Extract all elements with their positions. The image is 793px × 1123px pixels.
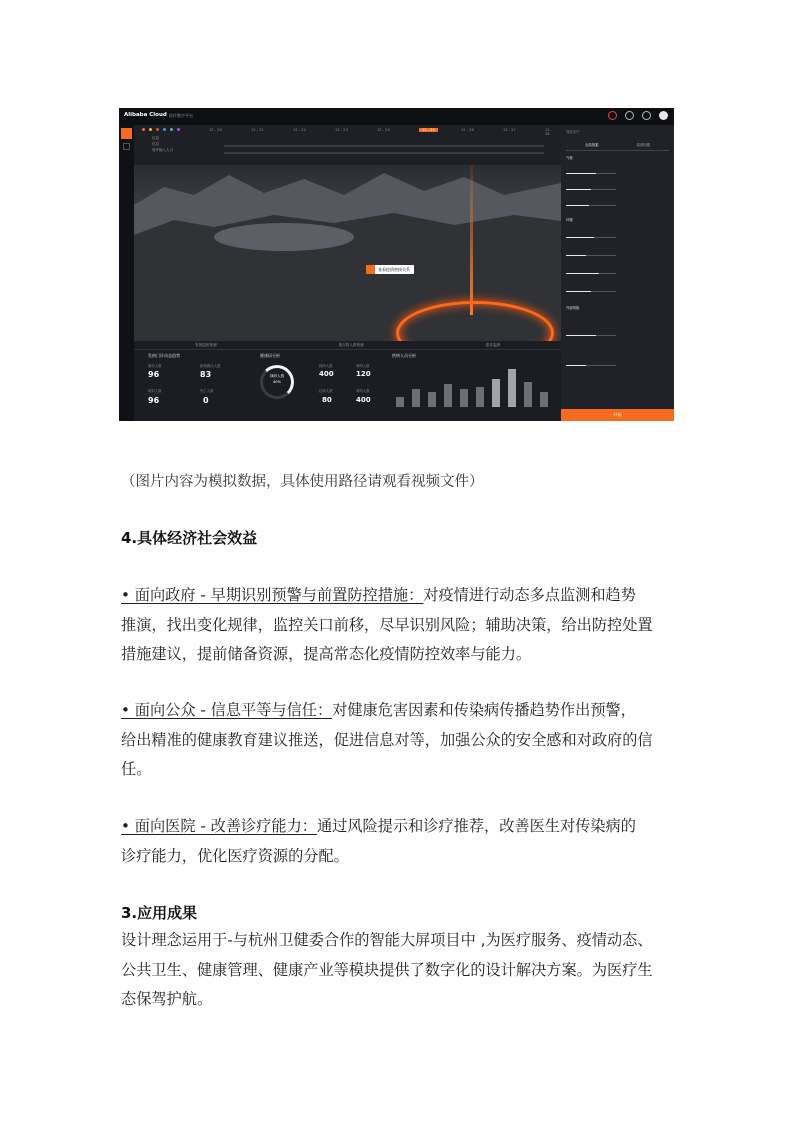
gauge-text: [260, 373, 294, 385]
nav-grid-icon[interactable]: [123, 143, 130, 150]
timeline-tick[interactable]: 12 - 21: [251, 128, 264, 132]
stat-value: 96: [148, 370, 160, 379]
section-weather: 气象: [566, 156, 573, 160]
stat-value: 120: [356, 370, 371, 378]
timeline-row: 境外输入人口: [152, 148, 173, 152]
top-bar: [119, 108, 674, 125]
item-text: 推演，找出变化规律，监控关口前移，尽早识别风险；辅助决策，给出防控处置: [121, 615, 653, 634]
timeline-tick[interactable]: 12 - 24: [377, 128, 390, 132]
filter-panel: [561, 125, 674, 421]
slider[interactable]: [566, 237, 616, 238]
legend-dot: [156, 128, 159, 131]
section-external-risk: 外部风险: [566, 306, 580, 310]
location-icon: [366, 265, 375, 274]
slider[interactable]: [566, 335, 616, 336]
item-text: 对健康危害因素和传染病传播趋势作出预警，: [332, 701, 636, 719]
tab-global[interactable]: 全局因素: [584, 143, 599, 147]
section-heading: 3.应用成果: [121, 904, 198, 922]
item-text: 通过风险提示和诊疗推荐，改善医生对传染病的: [316, 817, 636, 835]
callout-text: 查看疫情密接关系: [378, 267, 410, 272]
tab-trend[interactable]: 发展趋势预测: [194, 343, 217, 347]
alert-icon[interactable]: [608, 111, 617, 120]
tab-local[interactable]: 局部因素: [636, 143, 651, 147]
item-text: 态保驾护航。: [121, 990, 213, 1008]
slider[interactable]: [566, 205, 616, 206]
item-lead: • 面向公众 - 信息平等与信任：: [121, 701, 333, 719]
timeline-tick[interactable]: 12 - 20: [209, 128, 222, 132]
gauge-label: 绿码人数: [269, 374, 285, 378]
timeline-tick[interactable]: 12 - 22: [293, 128, 306, 132]
section-heading: 4.具体经济社会效益: [121, 529, 258, 547]
timeline-tick[interactable]: 12 - 27: [503, 128, 516, 132]
timeline-tick[interactable]: 12 - 25: [419, 128, 438, 132]
stat-label: 疑似人数: [148, 389, 162, 393]
bar: [444, 384, 452, 407]
bar: [476, 387, 484, 407]
stat-label: 就诊人数: [148, 364, 162, 368]
slider[interactable]: [566, 189, 616, 190]
section-environment: 环境: [566, 218, 573, 222]
stat-value: 400: [356, 396, 371, 404]
left-nav: [119, 125, 134, 421]
paragraph-results: [121, 926, 681, 1015]
callout-label[interactable]: [366, 265, 414, 274]
panel-title: 健康码分析: [260, 353, 280, 358]
legend-dot: [149, 128, 152, 131]
avatar[interactable]: [659, 111, 668, 120]
gauge-value: 40%: [273, 380, 281, 384]
stat-label: 黄码人数: [356, 364, 370, 368]
stat-value: 80: [322, 396, 332, 404]
stat-label: 绿码人数: [319, 364, 333, 368]
timeline-tick[interactable]: 12 - 28: [545, 128, 553, 136]
bell-icon[interactable]: [625, 111, 634, 120]
bar: [492, 379, 500, 407]
slider[interactable]: [566, 365, 616, 366]
item-lead: • 面向政府 - 早期识别预警与前置防控措施：: [121, 586, 424, 604]
bar: [524, 382, 532, 407]
bar: [428, 392, 436, 407]
timeline: [134, 125, 561, 165]
slider[interactable]: [566, 291, 616, 292]
timeline-tick[interactable]: 12 - 26: [461, 128, 474, 132]
gear-icon[interactable]: [642, 111, 651, 120]
item-text: 给出精准的健康教育建议推送，促进信息对等，加强公众的安全感和对政府的信: [121, 730, 653, 749]
stat-value: 400: [319, 370, 334, 378]
item-text: 任。: [121, 760, 152, 778]
bottom-panels: [134, 341, 561, 421]
bar: [396, 397, 404, 407]
slider[interactable]: [566, 173, 616, 174]
bar: [540, 392, 548, 407]
dashboard-screenshot: [119, 108, 674, 421]
bar: [460, 389, 468, 407]
panel-title: 疾病人员分析: [392, 353, 416, 358]
stat-label: 黄码人数: [356, 389, 370, 393]
legend-dot: [177, 128, 180, 131]
timeline-row: 信息: [152, 136, 159, 140]
search-input[interactable]: 搜索条件: [566, 130, 580, 134]
stat-value: 0: [203, 396, 209, 405]
paragraph-hospital: [121, 812, 681, 871]
legend-dot: [142, 128, 145, 131]
bar: [412, 389, 420, 407]
tab-demand[interactable]: 需求监测: [485, 343, 501, 347]
timeline-row: 信息: [152, 142, 159, 146]
stat-label: 新增确诊人数: [200, 364, 221, 368]
brand-subtitle: 医疗数字平台: [169, 113, 193, 118]
panel-title: 发热门诊动态趋势: [148, 353, 180, 358]
image-caption: （图片内容为模拟数据，具体使用路径请观看视频文件）: [121, 474, 484, 490]
brand-logo: Alibaba Cloud: [124, 112, 167, 118]
item-text: 设计理念运用于-与杭州卫健委合作的智能大屏项目中 ,为医疗服务、疫情动态、: [121, 931, 653, 949]
start-button[interactable]: 开始: [561, 409, 674, 421]
3d-map[interactable]: [134, 165, 561, 341]
paragraph-public: [121, 696, 681, 785]
legend-dot: [170, 128, 173, 131]
legend-dot: [163, 128, 166, 131]
item-text: 诊疗能力，优化医疗资源的分配。: [121, 846, 349, 865]
item-lead: • 面向医院 - 改善诊疗能力：: [121, 817, 317, 835]
item-text: 对疫情进行动态多点监测和趋势: [423, 586, 636, 604]
bar: [508, 369, 516, 407]
nav-home-icon[interactable]: [121, 128, 132, 139]
slider[interactable]: [566, 273, 616, 274]
timeline-tick[interactable]: 12 - 23: [335, 128, 348, 132]
tab-key-groups[interactable]: 重点防人群预测: [338, 343, 364, 347]
item-text: 措施建议，提前储备资源，提高常态化疫情防控效率与能力。: [121, 645, 532, 663]
slider[interactable]: [566, 255, 616, 256]
stat-value: 96: [148, 396, 160, 405]
stat-value: 83: [200, 370, 212, 379]
item-text: 公共卫生、健康管理、健康产业等模块提供了数字化的设计解决方案。为医疗生: [121, 960, 653, 979]
stat-label: 红码人数: [319, 389, 333, 393]
stat-label: 死亡人数: [200, 389, 214, 393]
paragraph-government: [121, 581, 681, 670]
